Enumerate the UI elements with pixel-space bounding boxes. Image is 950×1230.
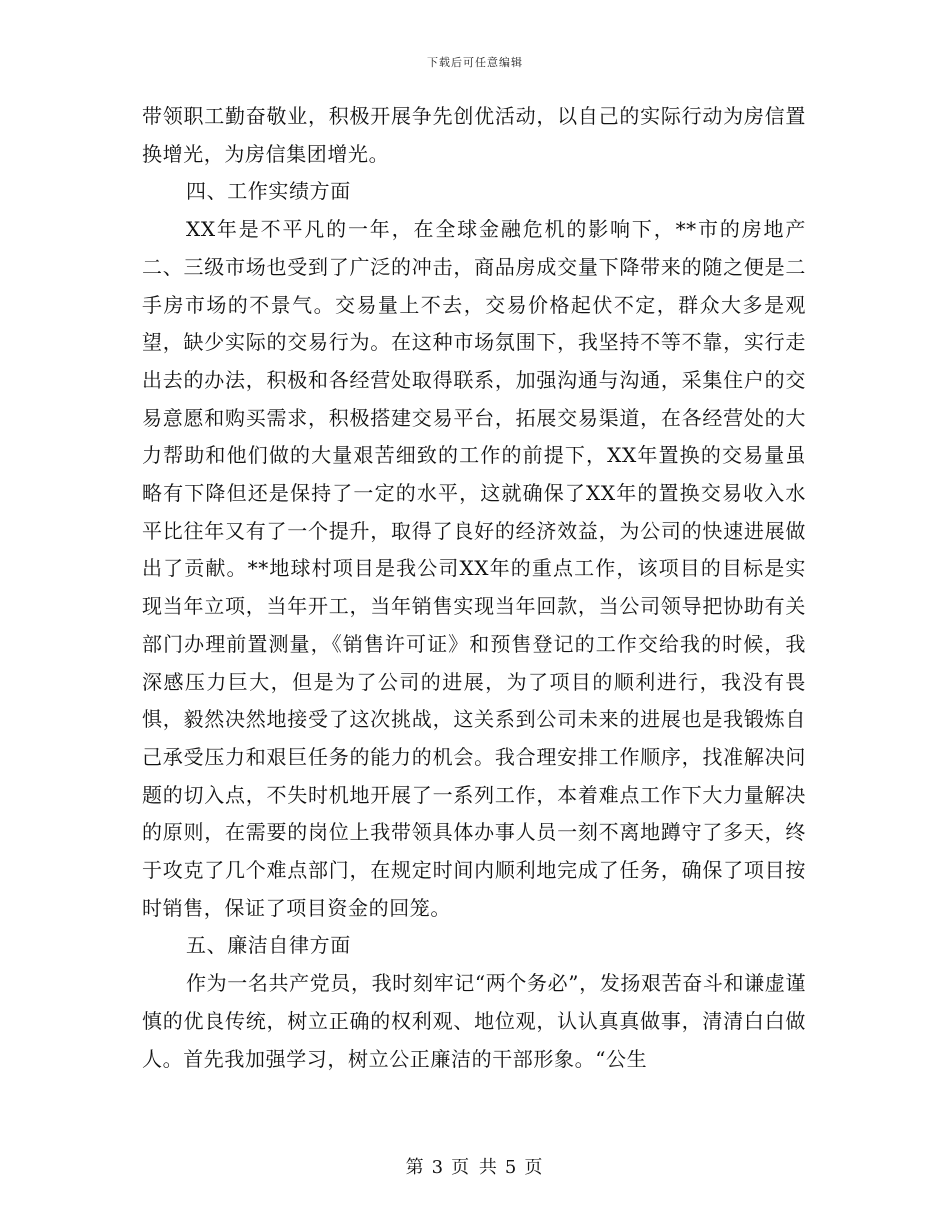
section-heading-4: 四、工作实绩方面 <box>186 179 351 204</box>
page-footer <box>0 1153 950 1179</box>
section-heading-5: 五、廉洁自律方面 <box>186 933 351 958</box>
page-number: 3 <box>431 1157 446 1178</box>
page-total: 5 <box>504 1157 519 1178</box>
paragraph-work-performance: XX年是不平凡的一年，在全球金融危机的影响下，**市的房地产二、三级市场也受到了广泛的冲击，商品房成交量下降带来的随之便是二手房市场的不景气。交易量上不去，交易价格起伏不定，群众大多是观望，缺少实际的交易行为。在这种市场氛围下，我坚持不等不靠，实行走出去的办法，积极和各经营处取得联系，加强沟通与沟通，采集住户的交易意愿和购买需求，积极搭建交易平台，拓展交易渠道，在各经营处的大力帮助和他们做的大量艰苦细致的工作的前提下，XX年置换的交易量虽略有下降但还是保持了一定的水平，这就确保了XX年的置换交易收入水平比往年又有了一个提升，取得了良好的经济效益，为公司的快速进展做出了贡献。**地球村项目是我公司XX年的重点工作，该项目的目标是实现当年立项，当年开工，当年销售实现当年回款，当公司领导把协助有关部门办理前置测量，《销售许可证》和预售登记的工作交给我的时候，我深感压力巨大，但是为了公司的进展，为了项目的顺利进行，我没有畏惧，毅然决然地接受了这次挑战，这关系到公司未来的进展也是我锻炼自己承受压力和艰巨任务的能力的机会。我合理安排工作顺序，找准解决问题的切入点，不失时机地开展了一系列工作，本着难点工作下大力量解决的原则，在需要的岗位上我带领具体办事人员一刻不离地蹲守了多天，终于攻克了几个难点部门，在规定时间内顺利地完成了任务，确保了项目按时销售，保证了项目资金的回笼。 <box>142 217 806 920</box>
footer-suffix: 页 <box>524 1157 545 1178</box>
footer-middle: 页 共 <box>451 1157 499 1178</box>
footer-prefix: 第 <box>405 1157 426 1178</box>
paragraph-continuation: 带领职工勤奋敬业，积极开展争先创优活动，以自己的实际行动为房信置换增光，为房信集团增光。 <box>142 104 806 166</box>
document-body <box>142 98 806 1078</box>
header-note: 下载后可任意编辑 <box>427 56 523 69</box>
paragraph-integrity: 作为一名共产党员，我时刻牢记“两个务必”，发扬艰苦奋斗和谦虚谨慎的优良传统，树立正确的权利观、地位观，认认真真做事，清清白白做人。首先我加强学习，树立公正廉洁的干部形象。“公生 <box>142 971 806 1071</box>
